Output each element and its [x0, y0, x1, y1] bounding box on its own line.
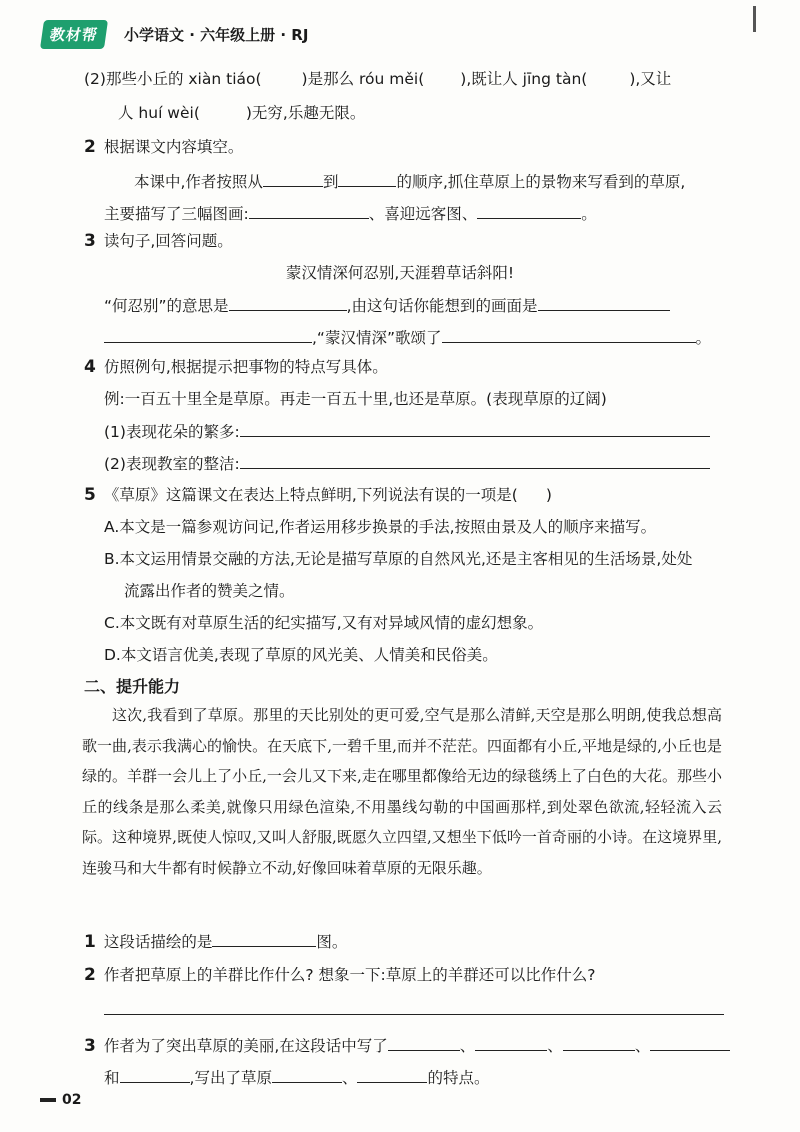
answer-blank[interactable] — [229, 294, 347, 311]
answer-blank[interactable] — [338, 170, 396, 187]
answer-blank[interactable] — [272, 1066, 342, 1083]
q4-item1: (1)表现花朵的繁多: — [104, 420, 710, 443]
q4-title: 4 仿照例句,根据提示把事物的特点写具体。 — [84, 357, 388, 377]
answer-blank[interactable] — [357, 1066, 427, 1083]
passage-q3-line1: 3 作者为了突出草原的美丽,在这段话中写了 、 、 、 — [84, 1034, 730, 1057]
brand-badge: 教材帮 — [40, 20, 108, 49]
page-number: 02 — [62, 1092, 82, 1108]
page-header — [42, 18, 308, 50]
q5-option-b-cont: 流露出作者的赞美之情。 — [124, 582, 295, 600]
answer-blank[interactable] — [249, 202, 369, 219]
answer-blank[interactable] — [538, 294, 670, 311]
page-footer — [40, 1092, 81, 1108]
q4-example: 例:一百五十里全是草原。再走一百五十里,也还是草原。(表现草原的辽阔) — [104, 390, 607, 408]
answer-blank[interactable] — [563, 1034, 635, 1051]
q5-title: 5 《草原》这篇课文在表达上特点鲜明,下列说法有误的一项是( ) — [84, 485, 552, 505]
q3-quote: 蒙汉情深何忍别,天涯碧草话斜阳! — [285, 264, 515, 282]
q5-option-d: D.本文语言优美,表现了草原的风光美、人情美和民俗美。 — [104, 646, 498, 664]
q2-title: 2 根据课文内容填空。 — [84, 137, 244, 157]
answer-blank[interactable] — [650, 1034, 730, 1051]
passage-q1: 1 这段话描绘的是 图。 — [84, 932, 348, 952]
book-title: 小学语文 · 六年级上册 · RJ — [124, 25, 309, 44]
answer-blank[interactable] — [263, 170, 323, 187]
q1-2-line1: (2)那些小丘的 xiàn tiáo( )是那么 róu měi( ),既让人 jīng tàn( ),又让 — [84, 70, 672, 88]
answer-blank[interactable] — [477, 202, 581, 219]
q4-item2: (2)表现教室的整洁: — [104, 452, 710, 475]
passage-q3-line2: 和 ,写出了草原 、 的特点。 — [104, 1066, 489, 1089]
answer-blank[interactable] — [240, 452, 710, 469]
section-title: 二、提升能力 — [84, 677, 181, 696]
q1-2-line2: 人 huí wèi( )无穷,乐趣无限。 — [118, 104, 366, 122]
q2-line2: 主要描写了三幅图画: 、喜迎远客图、 。 — [104, 202, 597, 225]
reading-passage: 这次,我看到了草原。那里的天比别处的更可爱,空气是那么清鲜,天空是那么明朗,使我总想高歌一曲,表示我满心的愉快。在天底下,一碧千里,而并不茫茫。四面都有小丘,平地是绿的,小丘也是绿的。羊群一会儿上了小丘,一会儿又下来,走在哪里都像给无边的绿毯绣上了白色的大花。那些小丘的线条是那么柔美,就像只用绿色渲染,不用墨线勾勒的中国画那样,到处翠色欲流,轻轻流入云际。这种境界,既使人惊叹,又叫人舒服,既愿久立四望,又想坐下低吟一首奇丽的小诗。在这境界里,连骏马和大牛都有时候静立不动,好像回味着草原的无限乐趣。 — [82, 706, 722, 877]
scan-edge-mark — [753, 6, 756, 32]
answer-blank[interactable] — [104, 326, 312, 343]
answer-blank[interactable] — [442, 326, 696, 343]
q5-option-c: C.本文既有对草原生活的纪实描写,又有对异域风情的虚幻想象。 — [104, 614, 544, 632]
passage-q2-answer — [104, 998, 724, 1021]
q5-option-a: A.本文是一篇参观访问记,作者运用移步换景的手法,按照由景及人的顺序来描写。 — [104, 518, 657, 536]
answer-blank[interactable] — [212, 930, 316, 947]
q3-title: 3 读句子,回答问题。 — [84, 231, 233, 251]
answer-blank[interactable] — [104, 998, 724, 1015]
q2-line1: 本课中,作者按照从 到 的顺序,抓住草原上的景物来写看到的草原, — [134, 170, 685, 193]
answer-blank[interactable] — [388, 1034, 460, 1051]
footer-dash — [40, 1098, 56, 1102]
q3-line2: ,“蒙汉情深”歌颂了 。 — [104, 326, 711, 349]
q5-option-b: B.本文运用情景交融的方法,无论是描写草原的自然风光,还是主客相见的生活场景,处处 — [104, 550, 693, 568]
passage-q2: 2 作者把草原上的羊群比作什么? 想象一下:草原上的羊群还可以比作什么? — [84, 965, 596, 985]
answer-blank[interactable] — [120, 1066, 190, 1083]
answer-blank[interactable] — [240, 420, 710, 437]
q3-line1: “何忍别”的意思是 ,由这句话你能想到的画面是 — [104, 294, 670, 317]
answer-blank[interactable] — [475, 1034, 547, 1051]
